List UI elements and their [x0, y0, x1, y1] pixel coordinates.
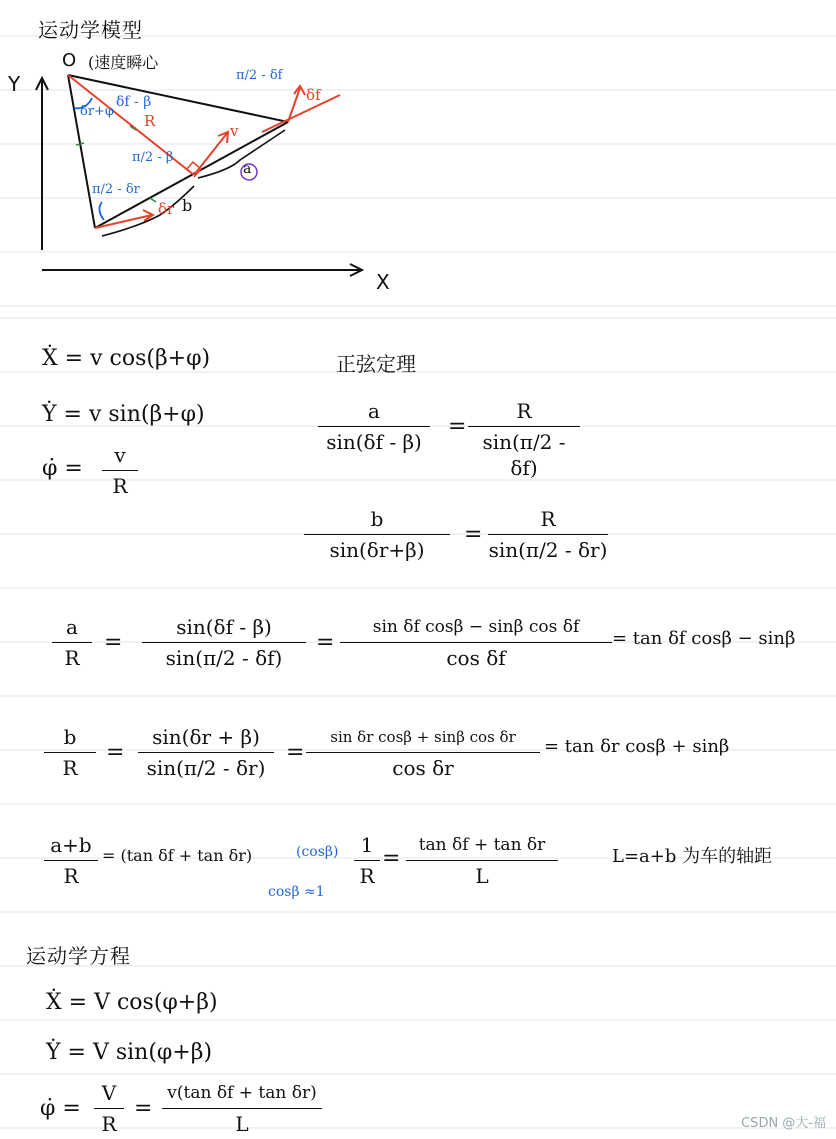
frac-r1-den: sin(π/2 - δf)	[482, 430, 566, 480]
sine-law-title: 正弦定理	[336, 352, 416, 376]
deriv-ab-rhs-num: tan δf + tan δr	[418, 835, 546, 855]
label-dr-phi: δr+φ	[80, 104, 115, 119]
deriv-b-lhs-den: R	[62, 756, 78, 780]
deriv-ab-cos-term: (cosβ)	[296, 844, 339, 860]
deriv-ab-rhs-den: L	[475, 864, 489, 888]
deriv-a-lhs-den: R	[64, 646, 80, 670]
deriv-a-m2	[340, 614, 612, 671]
wheelbase-note: L=a+b 为车的轴距	[612, 846, 773, 867]
sine-law-eq-1: =	[448, 414, 467, 439]
y-axis-label: Y	[8, 72, 21, 96]
section-title-kinematic-model: 运动学模型	[38, 18, 143, 42]
label-R: R	[144, 112, 156, 130]
label-df-minus-beta: δf - β	[116, 94, 152, 110]
final-phidot-lhs: φ̇ =	[40, 1096, 81, 1121]
label-df: δf	[306, 86, 321, 104]
deriv-ab-lhs-num: a+b	[50, 833, 92, 857]
deriv-ab-r-num: 1	[360, 833, 374, 857]
final-phidot-num: V	[101, 1081, 117, 1105]
deriv-a-lhs	[52, 614, 92, 671]
deriv-ab-lhs	[44, 832, 98, 889]
deriv-ab-r-den: R	[359, 864, 375, 888]
deriv-a-m2-den: cos δf	[446, 646, 506, 670]
frac-r1-num: R	[516, 399, 532, 423]
label-b: b	[182, 196, 193, 215]
radius-line	[68, 75, 194, 175]
eq-phidot-frac	[102, 442, 138, 499]
final-phidot-frac	[94, 1080, 124, 1137]
eq-phidot-lhs: φ̇ =	[42, 456, 83, 481]
deriv-ab-mid: = (tan δf + tan δr)	[102, 846, 253, 865]
velocity-arrow	[194, 132, 228, 175]
deriv-b-m1-num: sin(δr + β)	[152, 725, 260, 749]
sine-law-frac-r1	[468, 398, 580, 481]
deriv-ab-one-over-r	[354, 832, 380, 889]
section-title-kinematic-equations: 运动学方程	[26, 944, 131, 968]
deriv-a-m2-num: sin δf cosβ − sinβ cos δf	[372, 617, 580, 637]
final-rhs	[162, 1080, 322, 1137]
deriv-b-m1-den: sin(π/2 - δr)	[146, 756, 266, 780]
origin-label: O	[62, 50, 77, 71]
sine-law-eq-2: =	[464, 522, 483, 547]
watermark: CSDN @大-福	[741, 1116, 826, 1131]
deriv-b-m2	[306, 724, 540, 781]
deriv-a-m1-den: sin(π/2 - δf)	[165, 646, 283, 670]
deriv-ab-eq: =	[382, 846, 401, 871]
sine-law-frac-b	[304, 506, 450, 563]
deriv-ab-lhs-den: R	[63, 864, 79, 888]
final-xdot: Ẋ = V cos(φ+β)	[46, 990, 218, 1015]
phidot-num: v	[114, 443, 126, 467]
label-v: v	[230, 122, 239, 140]
final-ydot: Ẏ = V sin(φ+β)	[46, 1040, 213, 1065]
deriv-a-m1	[142, 614, 306, 671]
label-a: a	[243, 161, 252, 177]
phidot-den: R	[112, 474, 128, 498]
eq-ydot: Ẏ = v sin(β+φ)	[42, 402, 205, 427]
label-dr: δr	[158, 200, 175, 218]
deriv-b-eq-2: =	[286, 740, 305, 765]
frac-a-den: sin(δf - β)	[326, 430, 422, 454]
deriv-b-lhs-num: b	[63, 725, 77, 749]
deriv-a-rhs: = tan δf cosβ − sinβ	[612, 628, 796, 649]
x-axis-label: X	[376, 270, 390, 294]
deriv-a-eq-1: =	[104, 630, 123, 655]
deriv-b-m2-num: sin δr cosβ + sinβ cos δr	[330, 728, 516, 746]
vehicle-kinematic-diagram	[0, 0, 836, 300]
origin-note: (速度瞬心	[88, 53, 159, 72]
label-pi2-df: π/2 - δf	[236, 68, 283, 83]
deriv-b-m2-den: cos δr	[392, 756, 454, 780]
frac-b-den: sin(δr+β)	[329, 538, 425, 562]
final-rhs-den: L	[235, 1112, 249, 1136]
deriv-b-rhs: = tan δr cosβ + sinβ	[544, 736, 730, 757]
deriv-b-lhs	[44, 724, 96, 781]
frac-r2-den: sin(π/2 - δr)	[488, 538, 608, 562]
front-wheel-heading	[262, 86, 340, 132]
final-rhs-num: v(tan δf + tan δr)	[167, 1083, 317, 1103]
sine-law-frac-a	[318, 398, 430, 455]
deriv-ab-approx-note: cosβ ≈1	[268, 884, 325, 900]
deriv-ab-rhs	[406, 832, 558, 889]
final-phidot-den: R	[101, 1112, 117, 1136]
deriv-a-lhs-num: a	[66, 615, 78, 639]
eq-xdot: Ẋ = v cos(β+φ)	[42, 346, 211, 371]
deriv-b-eq-1: =	[106, 740, 125, 765]
label-pi2-dr: π/2 - δr	[92, 182, 140, 197]
deriv-a-eq-2: =	[316, 630, 335, 655]
final-eq: =	[134, 1096, 153, 1121]
sine-law-frac-r2	[488, 506, 608, 563]
deriv-a-m1-num: sin(δf - β)	[176, 615, 272, 639]
frac-r2-num: R	[540, 507, 556, 531]
frac-a-num: a	[368, 399, 380, 423]
frac-b-num: b	[370, 507, 384, 531]
deriv-b-m1	[138, 724, 274, 781]
label-pi2-beta: π/2 - β	[132, 150, 174, 165]
